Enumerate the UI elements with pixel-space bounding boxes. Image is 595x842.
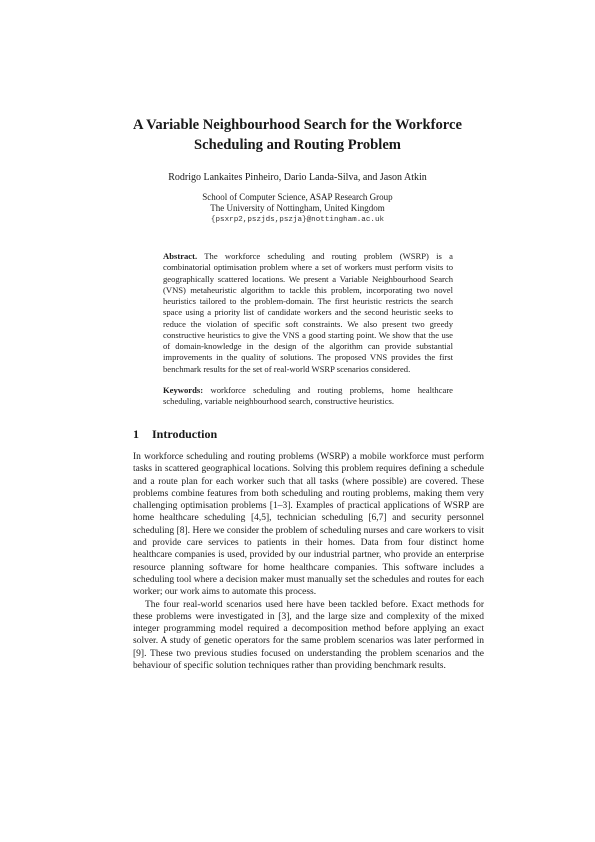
keywords-label: Keywords:	[163, 385, 204, 395]
section-title: Introduction	[152, 427, 218, 441]
affiliation-block	[120, 192, 475, 226]
paper-title: A Variable Neighbourhood Search for the Workforce Scheduling and Routing Problem	[133, 117, 462, 153]
section-heading	[133, 427, 473, 441]
section-body	[133, 451, 484, 672]
affiliation-line: The University of Nottingham, United Kingdom	[210, 203, 385, 214]
keywords	[163, 385, 453, 408]
affiliation-line: School of Computer Science, ASAP Research Group	[202, 192, 393, 202]
body-paragraph: The four real-world scenarios used here have been tackled before. Exact methods for these problems were investigated in [3], and the large size and complexity of the mixed integer programming model required a decomposition method before applying an exact solver. A study of genetic operators for the same problem scenarios was later performed in [9]. These two previous studies focused on understanding the problem scenarios and the behaviour of specific solution techniques rather than providing benchmark results.	[133, 599, 484, 672]
body-paragraph: In workforce scheduling and routing problems (WSRP) a mobile workforce must perform tasks in scattered geographical locations. Solving this problem requires defining a schedule and a route plan for each worker such that all tasks (where possible) are covered. These problems combine features from both scheduling and routing problems, making them very challenging optimisation problems [1–3]. Examples of practical applications of WSRP are home healthcare scheduling [4,5], technician scheduling [6,7] and security personnel scheduling [8]. Here we consider the problem of scheduling nurses and care workers to visit and provide care services to patients in their homes. Data from four distinct home healthcare companies is used, provided by our industrial partner, who provide an enterprise resource planning software for home healthcare companies. This software includes a scheduling tool where a decision maker must manually set the schedules and routes for each worker; our work aims to automate this process.	[133, 452, 484, 598]
author-list: Rodrigo Lankaites Pinheiro, Dario Landa-Silva, and Jason Atkin	[168, 172, 427, 183]
section-number: 1	[133, 427, 139, 441]
keywords-text: workforce scheduling and routing problems, home healthcare scheduling, variable neighbourhood search, constructive heuristics.	[163, 385, 453, 407]
abstract-text: The workforce scheduling and routing problem (WSRP) is a combinatorial optimisation problem where a set of workers must perform visits to geographically scattered locations. We present a Variable Neighbourhood Search (VNS) metaheuristic algorithm to tackle this problem, incorporating two novel heuristics tailored to the problem-domain. The first heuristic restricts the search space using a priority list of candidate workers and the second heuristic seeks to reduce the violation of specific soft constraints. We also present two greedy constructive heuristics to give the VNS a good starting point. We show that the use of domain-knowledge in the design of the algorithm can provide substantial improvements in the quality of solutions. The proposed VNS provides the first benchmark results for the set of real-world WSRP scenarios considered.	[163, 251, 453, 374]
abstract	[163, 251, 453, 375]
abstract-label: Abstract.	[163, 251, 198, 261]
author-emails: {psxrp2,pszjds,pszja}@nottingham.ac.uk	[210, 215, 385, 224]
